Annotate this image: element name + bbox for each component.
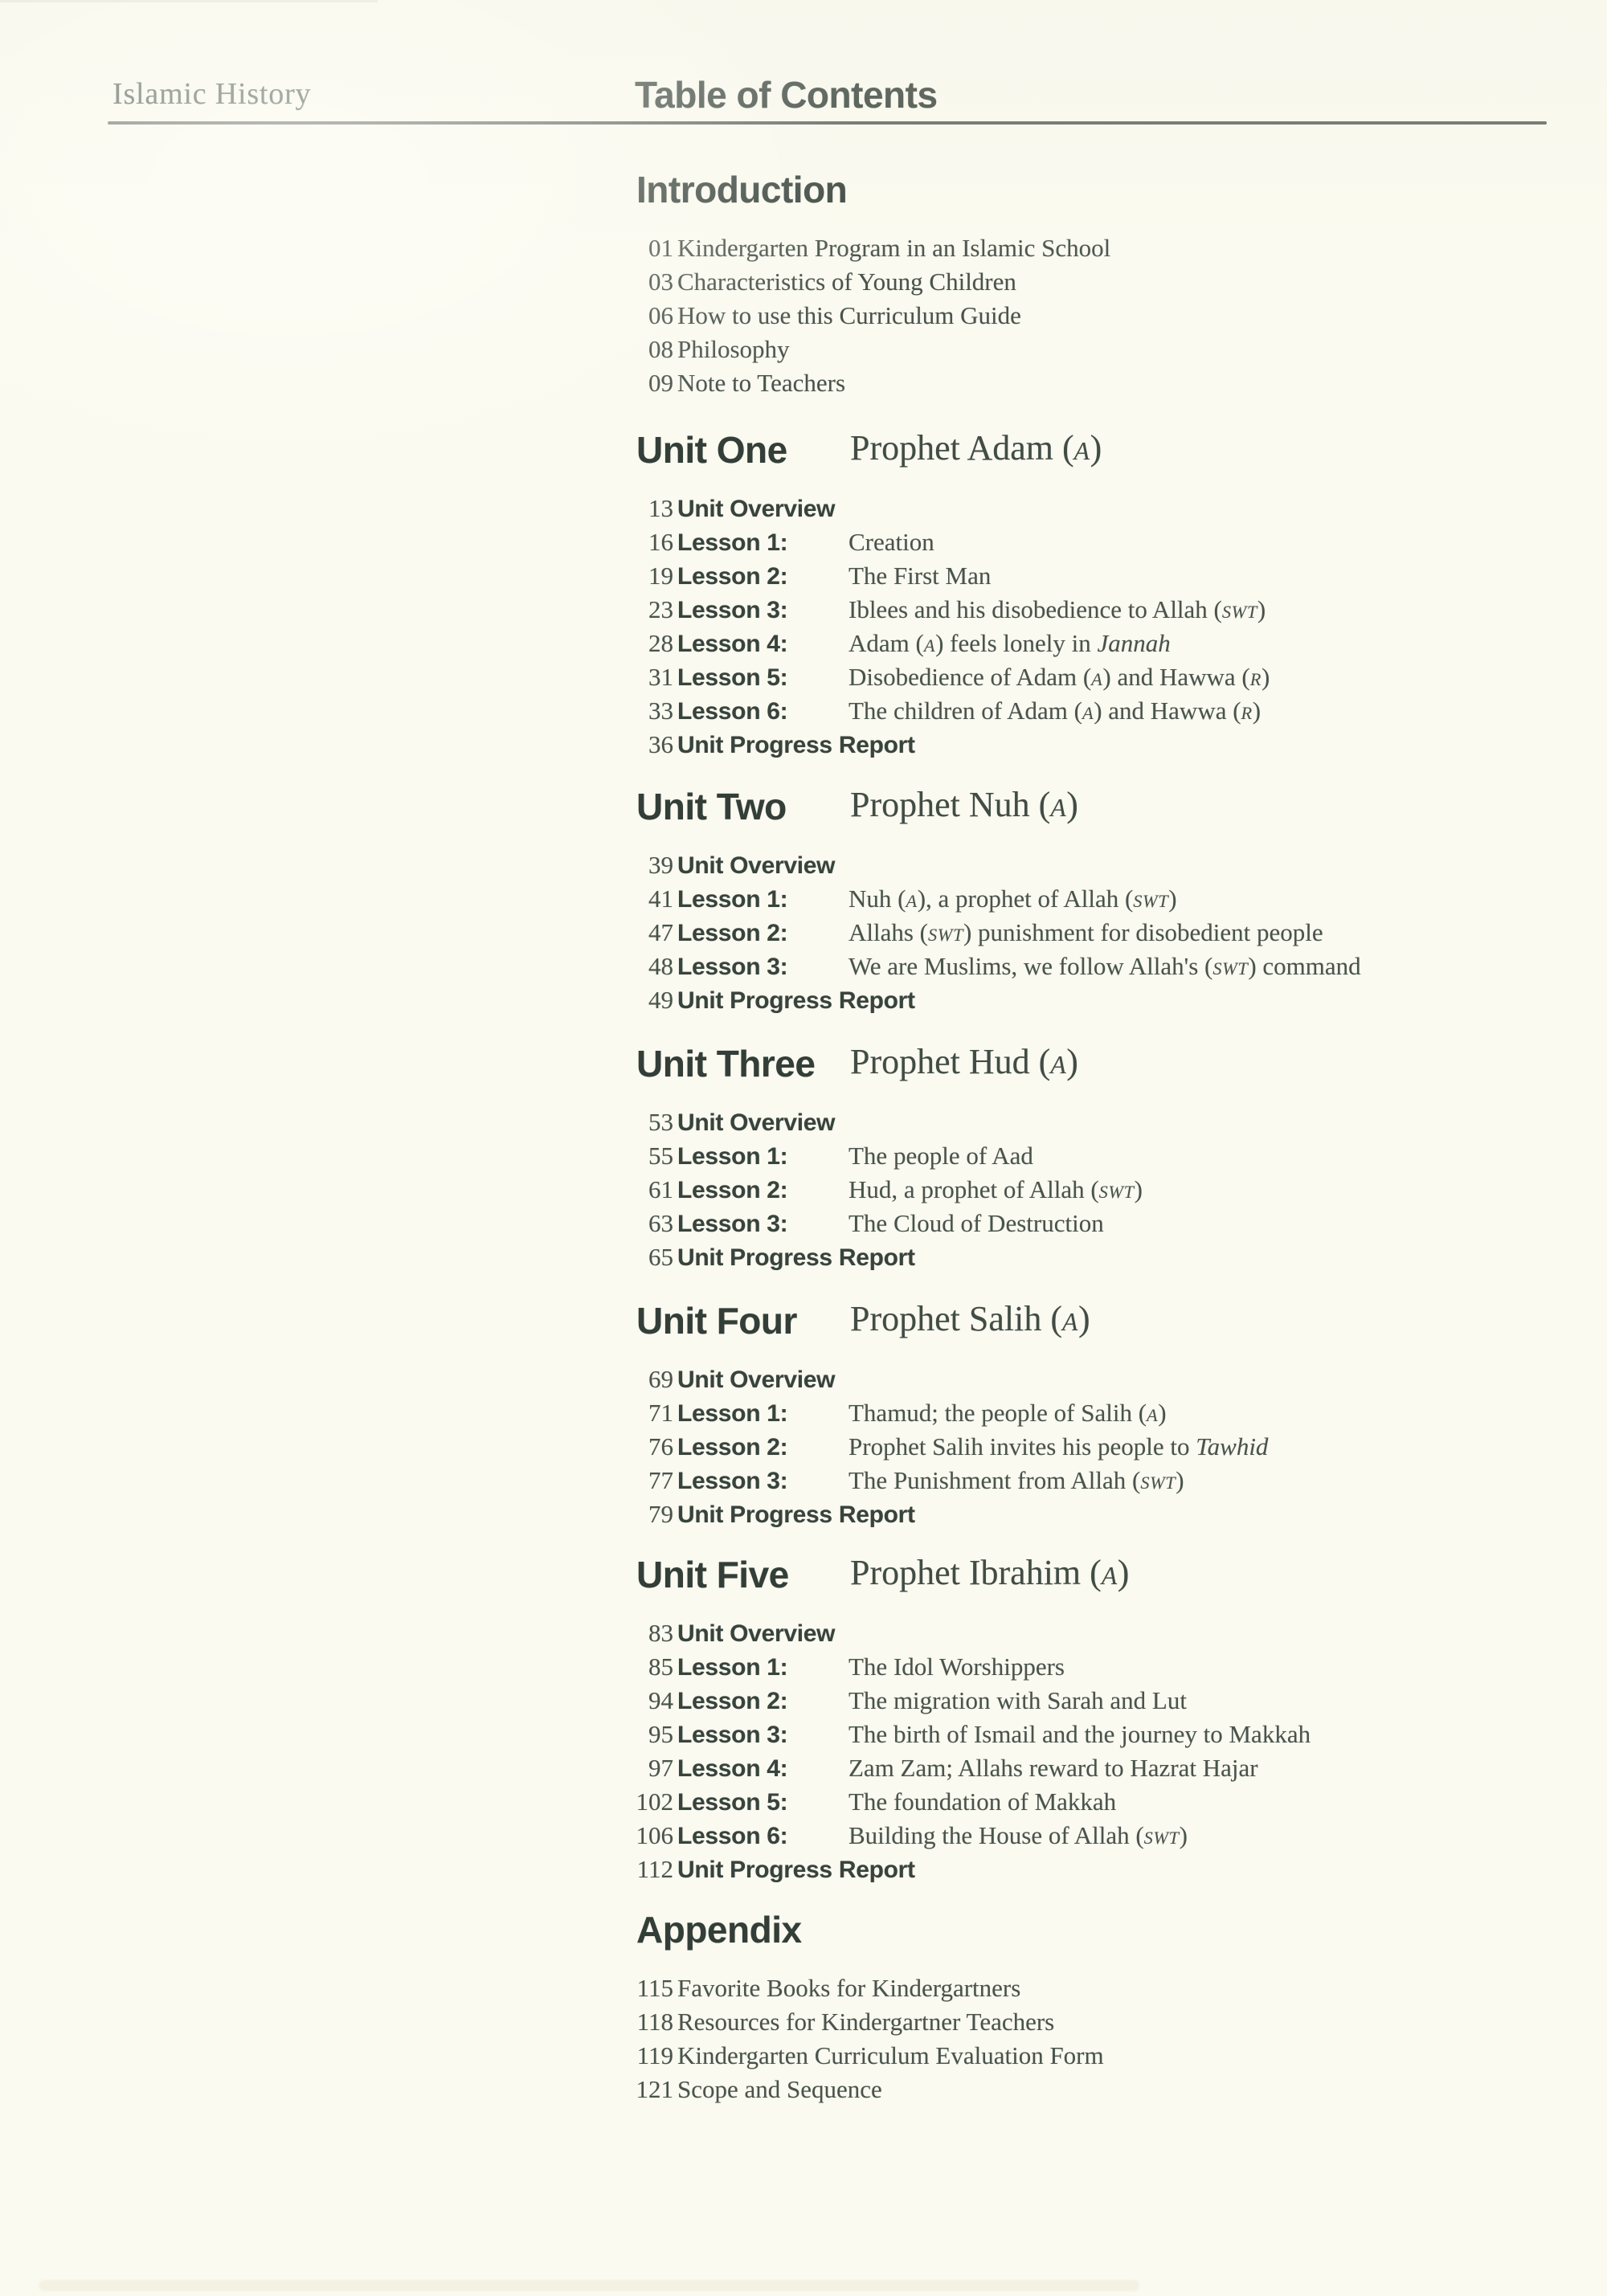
document-subject: Islamic History — [112, 77, 312, 111]
lesson-title — [848, 660, 1581, 697]
row-heading: Unit Progress Report — [677, 987, 915, 1014]
lesson-label: Lesson 6: — [677, 698, 788, 725]
lesson-title — [848, 559, 1581, 593]
title-text: Thamud; the people of Salih ( — [848, 1399, 1147, 1427]
section-rows-unit-two — [617, 848, 1581, 1017]
honorific-abbrev: R — [1241, 703, 1253, 723]
page-number: 61 — [648, 1175, 673, 1203]
honorific-abbrev: R — [1249, 669, 1261, 689]
title-text: ) — [1158, 1399, 1167, 1427]
toc-row — [617, 1139, 1581, 1173]
title-text: Prophet Adam ( — [850, 428, 1074, 468]
entry-title — [677, 265, 1581, 299]
lesson-label: Lesson 1: — [677, 886, 788, 913]
lesson-label: Lesson 3: — [677, 1211, 788, 1237]
title-text: The people of Aad — [848, 1142, 1033, 1170]
italic-term: Jannah — [1097, 629, 1171, 657]
toc-row — [617, 916, 1581, 950]
row-heading: Unit Progress Report — [677, 1244, 915, 1271]
page-number: 77 — [648, 1466, 673, 1494]
title-text: ) — [1261, 663, 1270, 691]
lesson-title — [848, 1207, 1581, 1240]
section-heading-unit-one — [617, 429, 1581, 471]
lesson-label: Lesson 4: — [677, 1755, 788, 1782]
unit-prophet-title — [850, 784, 1078, 829]
title-text: The migration with Sarah and Lut — [848, 1686, 1187, 1714]
lesson-label: Lesson 2: — [677, 920, 788, 946]
page-number: 65 — [648, 1243, 673, 1271]
row-heading: Unit Overview — [677, 1620, 836, 1647]
unit-prophet-title — [850, 1298, 1090, 1343]
page-number: 118 — [636, 2008, 673, 2036]
title-text: Philosophy — [677, 335, 790, 363]
title-text: The First Man — [848, 562, 992, 590]
honorific-abbrev: SWT — [1133, 891, 1169, 911]
page-number: 23 — [648, 595, 673, 623]
lesson-label: Lesson 1: — [677, 1654, 788, 1681]
page-number: 112 — [636, 1855, 673, 1883]
lesson-title — [848, 1430, 1581, 1464]
lesson-title — [848, 593, 1581, 629]
lesson-title — [848, 525, 1581, 559]
honorific-abbrev: A — [1091, 669, 1103, 689]
section-rows-unit-five — [617, 1616, 1581, 1886]
lesson-title — [848, 950, 1581, 986]
title-text: ), a prophet of Allah ( — [917, 884, 1134, 913]
toc-row — [617, 1362, 1581, 1396]
page-number: 19 — [648, 562, 673, 590]
lesson-label: Lesson 1: — [677, 1400, 788, 1427]
lesson-title — [848, 1819, 1581, 1855]
title-text: The Idol Worshippers — [848, 1653, 1065, 1681]
toc-row — [617, 525, 1581, 559]
title-text: Hud, a prophet of Allah ( — [848, 1175, 1099, 1203]
entry-title — [677, 231, 1581, 265]
honorific-abbrev: SWT — [1221, 602, 1257, 622]
page-number: 97 — [648, 1754, 673, 1782]
lesson-label: Lesson 2: — [677, 563, 788, 590]
toc-row — [617, 1785, 1581, 1819]
honorific-abbrev: SWT — [1143, 1828, 1180, 1848]
page-number: 16 — [648, 528, 673, 556]
page-number: 09 — [648, 369, 673, 397]
section-title: Unit Two — [636, 786, 787, 827]
toc-row — [617, 983, 1581, 1017]
toc-row — [617, 1240, 1581, 1274]
section-rows-introduction — [617, 231, 1581, 400]
title-text: Scope and Sequence — [677, 2075, 882, 2103]
title-text: The Punishment from Allah ( — [848, 1466, 1141, 1494]
toc-row — [617, 559, 1581, 593]
title-text: ) — [1090, 428, 1102, 468]
toc-row — [617, 1105, 1581, 1139]
section-title: Unit Four — [636, 1300, 797, 1342]
section-heading-unit-four — [617, 1300, 1581, 1342]
title-text: ) — [1066, 785, 1078, 824]
section-heading-appendix — [617, 1909, 1581, 1951]
section-heading-unit-five — [617, 1554, 1581, 1595]
lesson-label: Lesson 3: — [677, 1722, 788, 1748]
entry-title — [677, 366, 1581, 400]
title-text: ) — [1066, 1042, 1078, 1081]
honorific-abbrev: SWT — [1098, 1182, 1135, 1202]
honorific-abbrev: A — [1147, 1405, 1159, 1425]
toc-row — [617, 1684, 1581, 1718]
page-number: 76 — [648, 1432, 673, 1461]
toc-row — [617, 848, 1581, 882]
page-number: 13 — [648, 494, 673, 522]
lesson-title — [848, 1785, 1581, 1819]
title-text: Prophet Hud ( — [850, 1042, 1051, 1081]
section-heading-unit-three — [617, 1043, 1581, 1085]
toc-row — [617, 366, 1581, 400]
toc-row — [617, 265, 1581, 299]
title-text: Prophet Ibrahim ( — [850, 1553, 1102, 1592]
honorific-abbrev: SWT — [1212, 958, 1249, 978]
lesson-label: Lesson 3: — [677, 597, 788, 623]
page-number: 83 — [648, 1619, 673, 1647]
toc-row — [617, 660, 1581, 694]
lesson-title — [848, 916, 1581, 952]
toc-row — [617, 1819, 1581, 1853]
title-text: ) punishment for disobedient people — [963, 918, 1323, 946]
page-number: 119 — [636, 2041, 673, 2069]
section-title: Unit One — [636, 429, 787, 471]
entry-title — [677, 2073, 1581, 2106]
toc-row — [617, 1396, 1581, 1430]
page-number: 55 — [648, 1142, 673, 1170]
title-text: Prophet Salih ( — [850, 1299, 1062, 1338]
title-text: Zam Zam; Allahs reward to Hazrat Hajar — [848, 1754, 1258, 1782]
title-text: Nuh ( — [848, 884, 906, 913]
row-heading: Unit Overview — [677, 1109, 836, 1136]
section-title: Unit Five — [636, 1554, 789, 1595]
title-text: The children of Adam ( — [848, 697, 1082, 725]
title-text: ) feels lonely in — [935, 629, 1098, 657]
title-text: ) — [1168, 884, 1177, 913]
row-heading: Unit Overview — [677, 1367, 836, 1393]
title-text: How to use this Curriculum Guide — [677, 301, 1021, 329]
page-number: 121 — [636, 2075, 673, 2103]
page-number: 39 — [648, 851, 673, 879]
title-text: Building the House of Allah ( — [848, 1821, 1144, 1849]
lesson-title — [848, 1684, 1581, 1718]
title-text: ) — [1176, 1466, 1184, 1494]
toc-row — [617, 2073, 1581, 2106]
toc-row — [617, 2005, 1581, 2039]
page-number: 79 — [648, 1500, 673, 1528]
section-rows-appendix — [617, 1971, 1581, 2106]
entry-title — [677, 1971, 1581, 2005]
unit-prophet-title — [850, 1041, 1078, 1086]
title-text: ) — [1117, 1553, 1130, 1592]
toc-row — [617, 593, 1581, 627]
page-number: 31 — [648, 663, 673, 691]
honorific-abbrev: A — [1073, 437, 1090, 465]
toc-row — [617, 1751, 1581, 1785]
page-number: 47 — [648, 918, 673, 946]
toc-row — [617, 231, 1581, 265]
toc-row — [617, 1497, 1581, 1531]
lesson-label: Lesson 3: — [677, 1468, 788, 1494]
page-number: 95 — [648, 1720, 673, 1748]
title-text: Kindergarten Curriculum Evaluation Form — [677, 2041, 1104, 2069]
page-number: 63 — [648, 1209, 673, 1237]
title-text: Characteristics of Young Children — [677, 268, 1016, 296]
page-number: 102 — [636, 1787, 673, 1816]
section-heading-unit-two — [617, 786, 1581, 827]
row-heading: Unit Overview — [677, 496, 836, 522]
entry-title — [677, 2039, 1581, 2073]
toc-row — [617, 492, 1581, 525]
title-text: Note to Teachers — [677, 369, 846, 397]
title-text: Iblees and his disobedience to Allah ( — [848, 595, 1222, 623]
honorific-abbrev: A — [906, 891, 918, 911]
page-number: 53 — [648, 1108, 673, 1136]
entry-title — [677, 2005, 1581, 2039]
page-number: 41 — [648, 884, 673, 913]
section-title: Appendix — [636, 1909, 802, 1951]
lesson-title — [848, 1139, 1581, 1173]
lesson-label: Lesson 2: — [677, 1434, 788, 1461]
lesson-title — [848, 1718, 1581, 1751]
lesson-title — [848, 1650, 1581, 1684]
page-number: 28 — [648, 629, 673, 657]
page-number: 71 — [648, 1399, 673, 1427]
row-heading: Unit Progress Report — [677, 1857, 915, 1883]
toc-row — [617, 950, 1581, 983]
title-text: The foundation of Makkah — [848, 1787, 1117, 1816]
lesson-label: Lesson 1: — [677, 1143, 788, 1170]
title-text: ) and Hawwa ( — [1102, 663, 1250, 691]
title-text: ) — [1179, 1821, 1188, 1849]
section-rows-unit-one — [617, 492, 1581, 762]
lesson-title — [848, 882, 1581, 918]
entry-title — [677, 333, 1581, 366]
toc-row — [617, 333, 1581, 366]
toc-row — [617, 882, 1581, 916]
title-text: Disobedience of Adam ( — [848, 663, 1092, 691]
page-number: 48 — [648, 952, 673, 980]
lesson-label: Lesson 4: — [677, 631, 788, 657]
lesson-label: Lesson 6: — [677, 1823, 788, 1849]
page-number: 69 — [648, 1365, 673, 1393]
title-text: ) — [1257, 595, 1266, 623]
title-text: Adam ( — [848, 629, 924, 657]
toc-row — [617, 1430, 1581, 1464]
title-text: The Cloud of Destruction — [848, 1209, 1104, 1237]
title-text: We are Muslims, we follow Allah's ( — [848, 952, 1213, 980]
section-heading-introduction — [617, 169, 1581, 210]
toc-row — [617, 299, 1581, 333]
page-number: 85 — [648, 1653, 673, 1681]
lesson-label: Lesson 5: — [677, 1789, 788, 1816]
honorific-abbrev: A — [1061, 1308, 1078, 1336]
toc-row — [617, 1718, 1581, 1751]
toc-row — [617, 627, 1581, 660]
title-text: ) — [1252, 697, 1261, 725]
title-text: Resources for Kindergartner Teachers — [677, 2008, 1055, 2036]
title-text: Prophet Nuh ( — [850, 785, 1051, 824]
page-number: 03 — [648, 268, 673, 296]
lesson-title — [848, 1464, 1581, 1500]
title-text: Prophet Salih invites his people to — [848, 1432, 1196, 1461]
page-number: 08 — [648, 335, 673, 363]
lesson-title — [848, 627, 1581, 663]
honorific-abbrev: A — [1082, 703, 1094, 723]
page-number: 106 — [636, 1821, 673, 1849]
title-text: Kindergarten Program in an Islamic School — [677, 234, 1111, 262]
entry-title — [677, 299, 1581, 333]
section-title: Unit Three — [636, 1043, 816, 1085]
title-text: ) — [1134, 1175, 1143, 1203]
title-text: ) and Hawwa ( — [1094, 697, 1241, 725]
section-rows-unit-three — [617, 1105, 1581, 1274]
row-heading: Unit Progress Report — [677, 1501, 915, 1528]
honorific-abbrev: A — [1101, 1562, 1118, 1590]
page-number: 49 — [648, 986, 673, 1014]
row-heading: Unit Progress Report — [677, 732, 915, 758]
toc-row — [617, 1650, 1581, 1684]
title-text: ) — [1077, 1299, 1090, 1338]
italic-term: Tawhid — [1196, 1432, 1269, 1461]
toc-row — [617, 1616, 1581, 1650]
page-number: 01 — [648, 234, 673, 262]
title-text: Favorite Books for Kindergartners — [677, 1974, 1021, 2002]
page-number: 36 — [648, 730, 673, 758]
toc-row — [617, 1464, 1581, 1497]
lesson-label: Lesson 5: — [677, 664, 788, 691]
section-title: Introduction — [636, 169, 848, 210]
toc-row — [617, 1207, 1581, 1240]
title-text: Allahs ( — [848, 918, 929, 946]
honorific-abbrev: A — [1050, 1051, 1067, 1079]
honorific-abbrev: A — [1050, 794, 1067, 822]
lesson-label: Lesson 1: — [677, 529, 788, 556]
page-number: 94 — [648, 1686, 673, 1714]
lesson-title — [848, 1173, 1581, 1209]
toc-row — [617, 694, 1581, 728]
title-text: Creation — [848, 528, 934, 556]
lesson-label: Lesson 2: — [677, 1177, 788, 1203]
unit-prophet-title — [850, 1552, 1129, 1597]
toc-row — [617, 728, 1581, 762]
lesson-title — [848, 694, 1581, 730]
title-text: ) command — [1248, 952, 1361, 980]
page-number: 115 — [636, 1974, 673, 2002]
toc-row — [617, 2039, 1581, 2073]
toc-row — [617, 1971, 1581, 2005]
toc-row — [617, 1853, 1581, 1886]
lesson-title — [848, 1396, 1581, 1432]
title-text: The birth of Ismail and the journey to Makkah — [848, 1720, 1311, 1748]
unit-prophet-title — [850, 427, 1102, 472]
lesson-title — [848, 1751, 1581, 1785]
page-title: Table of Contents — [635, 74, 938, 116]
page-number: 06 — [648, 301, 673, 329]
section-rows-unit-four — [617, 1362, 1581, 1531]
page-number: 33 — [648, 697, 673, 725]
honorific-abbrev: SWT — [1140, 1473, 1176, 1493]
row-heading: Unit Overview — [677, 852, 836, 879]
toc-row — [617, 1173, 1581, 1207]
honorific-abbrev: A — [923, 635, 936, 656]
lesson-label: Lesson 2: — [677, 1688, 788, 1714]
lesson-label: Lesson 3: — [677, 954, 788, 980]
honorific-abbrev: SWT — [928, 925, 963, 945]
